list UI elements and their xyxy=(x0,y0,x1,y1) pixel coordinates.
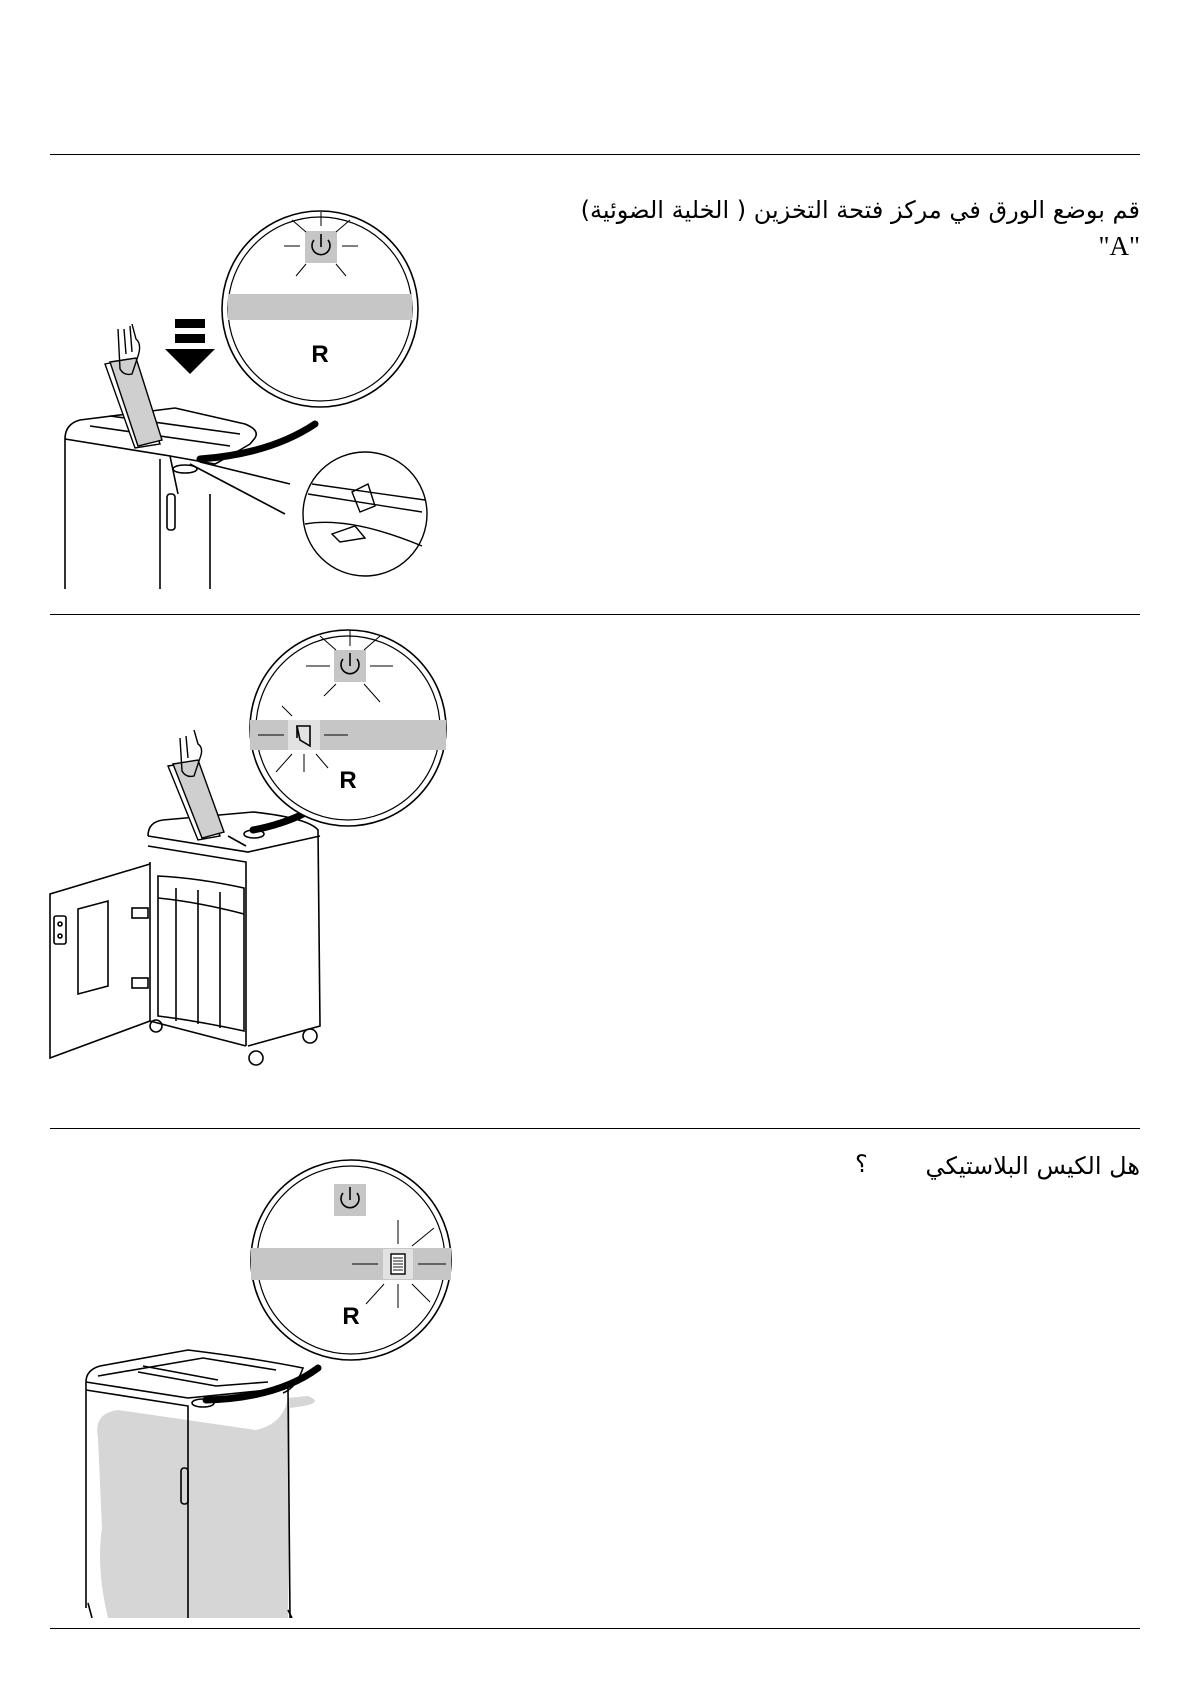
question-text: هل الكيس البلاستيكي xyxy=(925,1152,1140,1180)
step-section-1 xyxy=(0,154,1190,614)
panel-letter-r: R xyxy=(311,341,329,368)
control-panel-magnified xyxy=(251,1160,451,1360)
control-panel-magnified xyxy=(250,630,446,826)
question-mark: ؟ xyxy=(855,1150,868,1178)
bag-shape xyxy=(97,1396,315,1618)
bottom-rule xyxy=(50,1628,1140,1629)
down-arrow-icon xyxy=(165,319,215,374)
control-panel-magnified xyxy=(222,211,418,407)
step-section-2 xyxy=(0,614,1190,1128)
shredder-insert-paper-illustration xyxy=(50,194,450,594)
panel-letter-r: R xyxy=(339,767,357,794)
instruction-line-2: "A" xyxy=(1098,231,1140,261)
shredder-bag-full-illustration xyxy=(78,1148,458,1618)
instruction-line-1: قم بوضع الورق في مركز فتحة التخزين ( الخلية الضوئية) xyxy=(580,196,1140,224)
panel-letter-r: R xyxy=(342,1303,360,1330)
shredder-door-open-illustration xyxy=(48,626,468,1096)
step-section-3 xyxy=(0,1128,1190,1628)
power-icon xyxy=(334,1184,366,1216)
instruction-text-1 xyxy=(520,192,1140,264)
photocell-callout xyxy=(303,452,427,576)
